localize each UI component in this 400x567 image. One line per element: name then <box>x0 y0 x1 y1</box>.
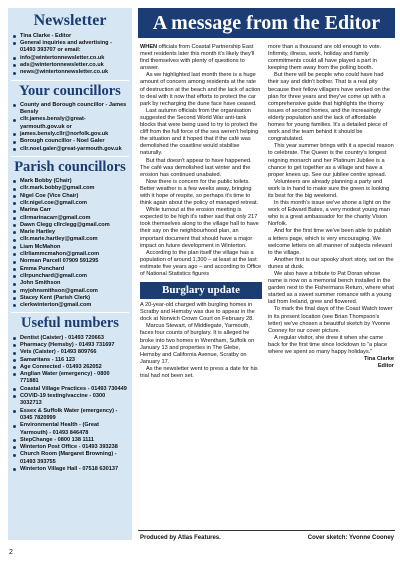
list-item: Mark Bobby (Chair) <box>13 178 127 185</box>
page-title: A message from the Editor <box>138 8 395 38</box>
paragraph <box>140 44 262 72</box>
production-credit: Produced by Atlas Features. <box>140 535 221 541</box>
useful-numbers-heading: Useful numbers <box>21 315 119 332</box>
parish-list <box>13 178 127 309</box>
email-link[interactable]: cllr.james.bensly@great-yarmouth.gov.uk or <box>13 116 127 131</box>
list-item: Tina Clarke - Editor <box>13 33 127 40</box>
email-link[interactable]: cllr.mark.bobby@gmail.com <box>13 185 127 192</box>
paragraph: In this month's issue we've shone a light on the work of Edward Bates, a very modest young man who is a great ambassador for the charity Vision Norfolk. <box>268 200 391 228</box>
list-item: Samaritans - 116 123 <box>13 357 127 364</box>
email-link[interactable]: ads@wintertonnewsletter.co.uk <box>13 62 127 69</box>
burglary-heading: Burglary update <box>140 282 262 299</box>
newsletter-list <box>13 33 127 77</box>
list-item: County and Borough councillor - James Bensly <box>13 102 127 117</box>
email-link[interactable]: james.bensly.cllr@norfolk.gov.uk <box>13 131 127 138</box>
list-item: Vets (Caister) - 01493 809766 <box>13 349 127 356</box>
parish-heading: Parish councillors <box>14 158 126 175</box>
paragraph: A 20-year-old charged with burgling homes in Scratby and Hemsby was due to appear in the dock at Norwich Crown Court on February 28. <box>140 302 255 323</box>
paragraph: Now there is concern for the public toilets. Better weather is a few weeks away, bringing with it hope of respite, so perhaps it's time to think again about the policy of managed retreat. <box>140 178 259 207</box>
email-link[interactable]: cllr.nigel.coe@gmail.com <box>13 200 127 207</box>
paragraph: Marcus Stewart, of Middlegate, Yarmouth, faces four counts of burglary. It is alleged he broke into two homes in Wrentham, Suffolk on January 13 and properties in The Glebe, Hemsby and California Avenue, Scratby on January 17. <box>140 323 255 365</box>
paragraph: While turnout at the erosion meeting is expected to be high it's rather sad that only 217 took themselves along to the village hall to have their say on the neighbourhood plan, an important document that should have a major impact on future development in Winterton. <box>140 207 259 249</box>
list-item: COVID-19 testing/vaccine - 0300 3032713 <box>13 393 127 408</box>
list-item: Coastal Village Practices - 01493 730449 <box>13 386 127 393</box>
sidebar-panel <box>8 8 132 540</box>
paragraph: And for the first time we've been able to publish a letters page, which is very encouraging. We welcome letters on all manner of subjects relevant to the village. <box>268 228 393 256</box>
list-item: Age Connected - 01493 262052 <box>13 364 127 371</box>
article-column-left <box>140 44 262 514</box>
email-link[interactable]: cllrmarinacarr@gmail.com <box>13 215 127 222</box>
list-item: Marie Hartley <box>13 229 127 236</box>
list-item: Liam McMahon <box>13 244 127 251</box>
divider <box>11 156 129 157</box>
list-item: Church Room (Margaret Browning) - 01493 393755 <box>13 451 127 466</box>
email-link[interactable]: Dawn Clegg cllrclegg@gmail.com <box>13 222 127 229</box>
divider <box>11 312 129 313</box>
councillors-heading: Your councillors <box>19 82 121 99</box>
list-item: Marina Carr <box>13 207 127 214</box>
paragraph: more than a thousand are old enough to vote. Infirmity, illness, work, holiday and family commitments could all have played a part in keeping them away from the polling booth. <box>268 44 382 72</box>
list-item: John Smithson <box>13 280 127 287</box>
page-number: 2 <box>9 549 13 556</box>
email-link[interactable]: news@wintertonnewsletter.co.uk <box>13 69 127 76</box>
email-link[interactable]: cllr.marie.hartley@gmail.com <box>13 236 127 243</box>
paragraph-text: officials from Coastal Partnership East meet residents later this month it's likely they'll find themselves with plenty of questions to answer. <box>140 44 255 72</box>
paragraph: But there will be people who could have had their say and didn't bother. That is a real pity because their fellow villagers have worked on the plan for three years and they've come up with a comprehensive guide that highlights the thorny issues of second homes, and the increasingly elderly population and the lack of affordable homes for young families. It's a detailed piece of work and the team behind it should be congratulated. <box>268 72 390 143</box>
paragraph: Another first is our spooky short story, set on the dunes at dusk. <box>268 256 394 270</box>
email-link[interactable]: info@wintertonnewsletter.co.uk <box>13 55 127 62</box>
paragraph: As the newsletter went to press a date for his trial had not been set. <box>140 365 258 380</box>
list-item: Dentist (Caister) - 01493 720663 <box>13 335 127 342</box>
councillors-list <box>13 102 127 153</box>
email-link[interactable]: cllr.noel.galer@great-yarmouth.gov.uk <box>13 146 127 153</box>
paragraph: As we highlighted last month there is a huge amount of concern among residents at the rate of destruction at the beach and the lack of action to deal with it now that efforts to protect the car park by recharging the dune face have ceased. <box>140 72 261 107</box>
paragraph: According to the plan itself the village has a population of around 1,300 – at least at the last estimate five years ago – and according to Office of National Statistics figures <box>140 249 262 277</box>
list-item: Anglian Water (emergency) - 0800 771881 <box>13 371 127 386</box>
list-item: Emma Punchard <box>13 266 127 273</box>
article-column-right <box>268 44 394 529</box>
lead-word: WHEN <box>140 44 158 50</box>
list-item: Borough councillor - Noel Galer <box>13 138 127 145</box>
paragraph: Volunteers are already planning a party and work is in hand to make sure the green is looking its best for the big weekend. <box>268 178 390 199</box>
email-link[interactable]: cllrliammcmahon@gmail.com <box>13 251 127 258</box>
list-item: StepChange - 0800 138 1111 <box>13 437 127 444</box>
cover-credit: Cover sketch: Yvonne Cooney <box>307 535 394 541</box>
list-item: Essex & Suffolk Water (emergency) - 0345 7820999 <box>13 408 127 423</box>
paragraph: But that doesn't appear to have happened. The café was demolished last winter and the erosion has continued unabated. <box>140 157 252 178</box>
list-item: Norman Parcell 07909 591295 <box>13 258 127 265</box>
list-item: Pharmacy (Hemsby) - 01493 731697 <box>13 342 127 349</box>
editor-title: Editor <box>377 363 394 370</box>
divider <box>11 80 129 81</box>
paragraph: We also have a tribute to Pat Doran whose name is now on a memorial bench installed in the garden next to the Fishermans Return, where what started as a sweet summer romance with a young lad from Ireland, grew and flowered. <box>268 271 394 306</box>
list-item: General inquiries and advertising - 01493 393707 or email: <box>13 40 127 55</box>
email-link[interactable]: clerkwinterton@gmail.com <box>13 302 127 309</box>
paragraph: A regular visitor, she drew it when she came back for the first time since lockdown to “a place where we spent so many happy holidays.” <box>268 334 388 356</box>
paragraph: Last autumn officials from the organisation suggested the Second World War anti-tank blocks that were being used to try to protect the cliff from the full force of the sea weren't helping the situation and it hoped that if the café was demolished the coastline would stabilise naturally. <box>140 107 259 157</box>
paragraph: To mark the final days of the Coast Watch tower in its present location (see Brian Thompson's letter) we've chosen a beautiful sketch by Yvonne Cooney for our cover picture. <box>268 306 393 334</box>
editor-signature: Tina Clarke <box>363 356 394 363</box>
list-item: Environmental Health - (Great Yarmouth) - 01493 846478 <box>13 422 127 437</box>
email-link[interactable]: cllrpunchard@gmail.com <box>13 273 127 280</box>
newsletter-heading: Newsletter <box>33 12 107 29</box>
list-item: Winterton Village Hall - 07518 630137 <box>13 466 127 473</box>
email-link[interactable]: myjohnsmithson@gmail.com <box>13 288 127 295</box>
paragraph: This year summer brings with it a special reason to celebrate. The Queen is the country's longest reigning monarch and her Platinum Jubilee is a chance to get together as a village and have a proper knees up. See our jubilee centre spread. <box>268 143 394 178</box>
list-item: Stacey Kent (Parish Clerk) <box>13 295 127 302</box>
list-item: Winterton Post Office - 01493 393238 <box>13 444 127 451</box>
footer-divider <box>138 530 395 531</box>
list-item: Nigel Coe (Vice Chair) <box>13 193 127 200</box>
useful-numbers-list <box>13 335 127 474</box>
